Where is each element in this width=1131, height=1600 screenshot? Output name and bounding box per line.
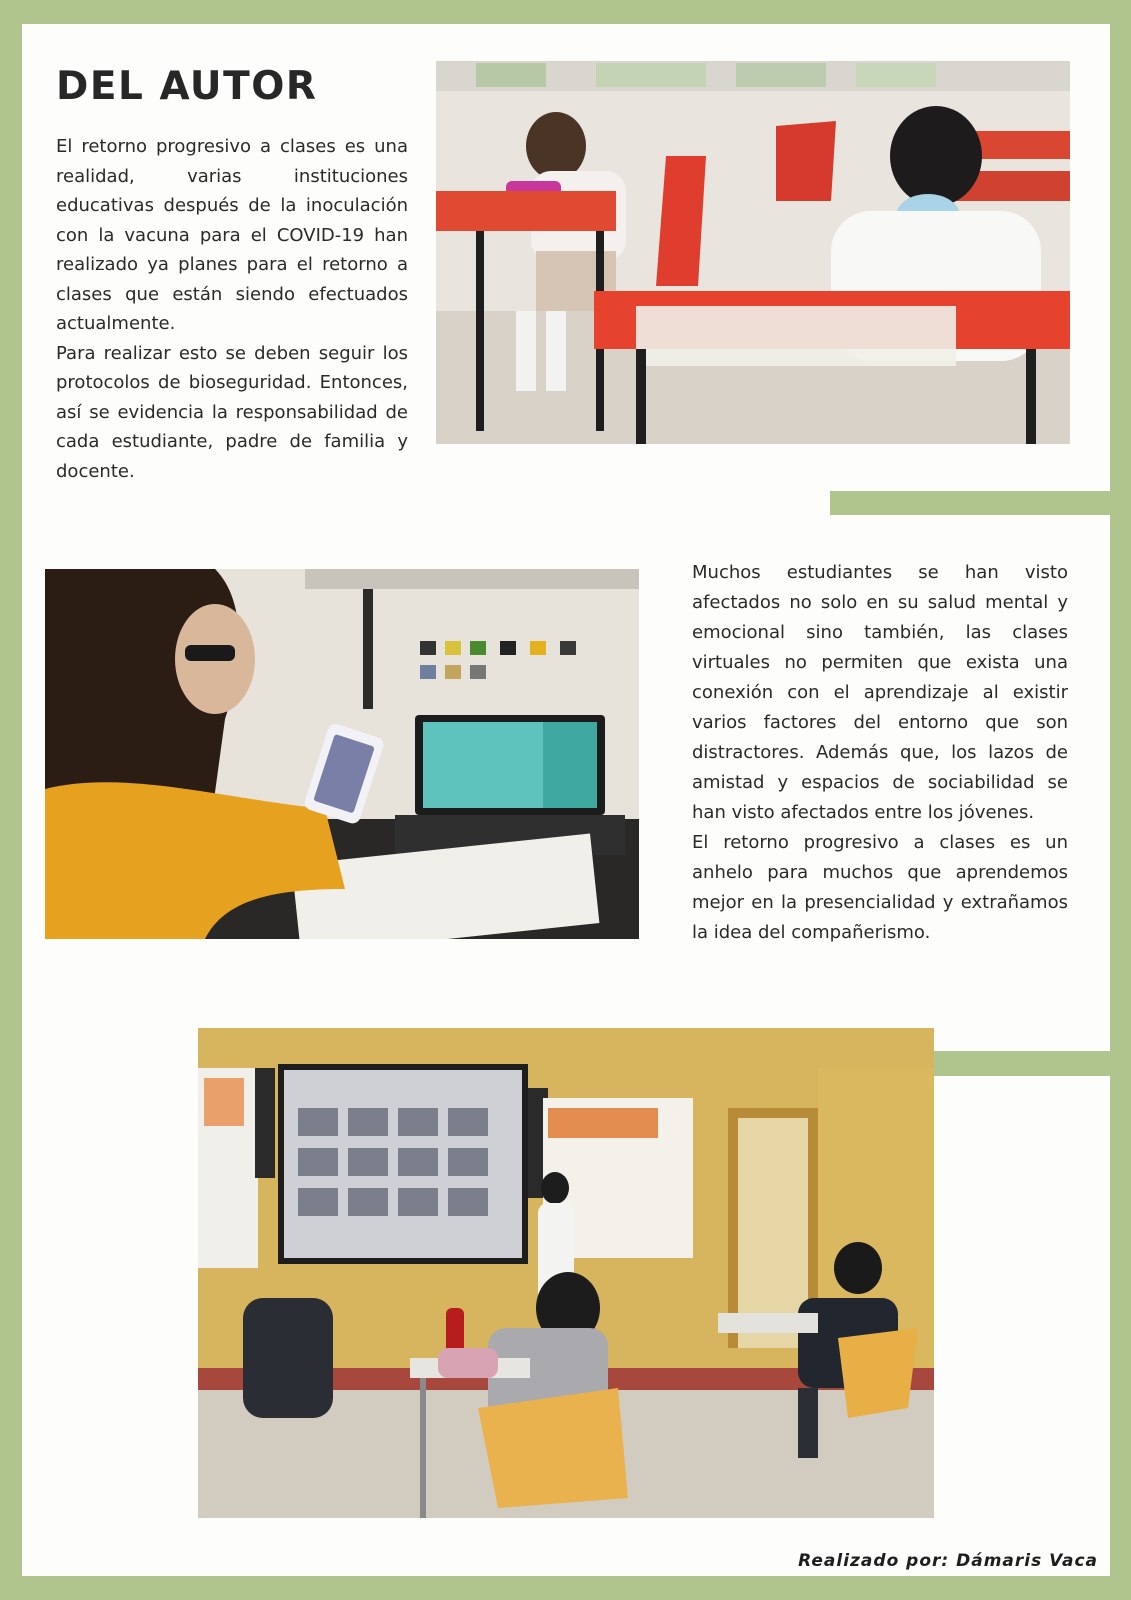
accent-bar-top [830, 491, 1110, 515]
body-paragraph-1: Muchos estudiantes se han visto afectados no solo en su salud mental y emocional sino también, las clases virtuales no permiten que exista una conexión con el aprendizaje al existir varios factores del entorno que son distractores. Además que, los lazos de amistad y espacios de sociabilidad se han visto afectados entre los jóvenes. [692, 562, 1068, 823]
classroom-desks-illustration [436, 61, 1070, 444]
intro-paragraph-2: Para realizar esto se deben seguir los protocolos de bioseguridad. Entonces, así se evidencia la responsabilidad de cada estudiante, padre de familia y docente. [56, 342, 408, 482]
intro-text [56, 132, 408, 486]
hybrid-classroom-photo [198, 1028, 934, 1518]
student-online-class-photo [45, 569, 639, 939]
body-paragraph-2: El retorno progresivo a clases es un anhelo para muchos que aprendemos mejor en la presencialidad y extrañamos la idea del compañerismo. [692, 832, 1068, 943]
hybrid-classroom-illustration [198, 1028, 934, 1518]
page-title: DEL AUTOR [56, 64, 318, 109]
intro-paragraph-1: El retorno progresivo a clases es una realidad, varias instituciones educativas después de la inoculación con la vacuna para el COVID-19 han realizado ya planes para el retorno a clases que están siendo efectuados actualmente. [56, 136, 408, 334]
student-online-class-illustration [45, 569, 639, 939]
body-text [692, 558, 1068, 948]
classroom-desks-photo [436, 61, 1070, 444]
author-credit: Realizado por: Dámaris Vaca [798, 1551, 1098, 1571]
page [22, 24, 1110, 1576]
